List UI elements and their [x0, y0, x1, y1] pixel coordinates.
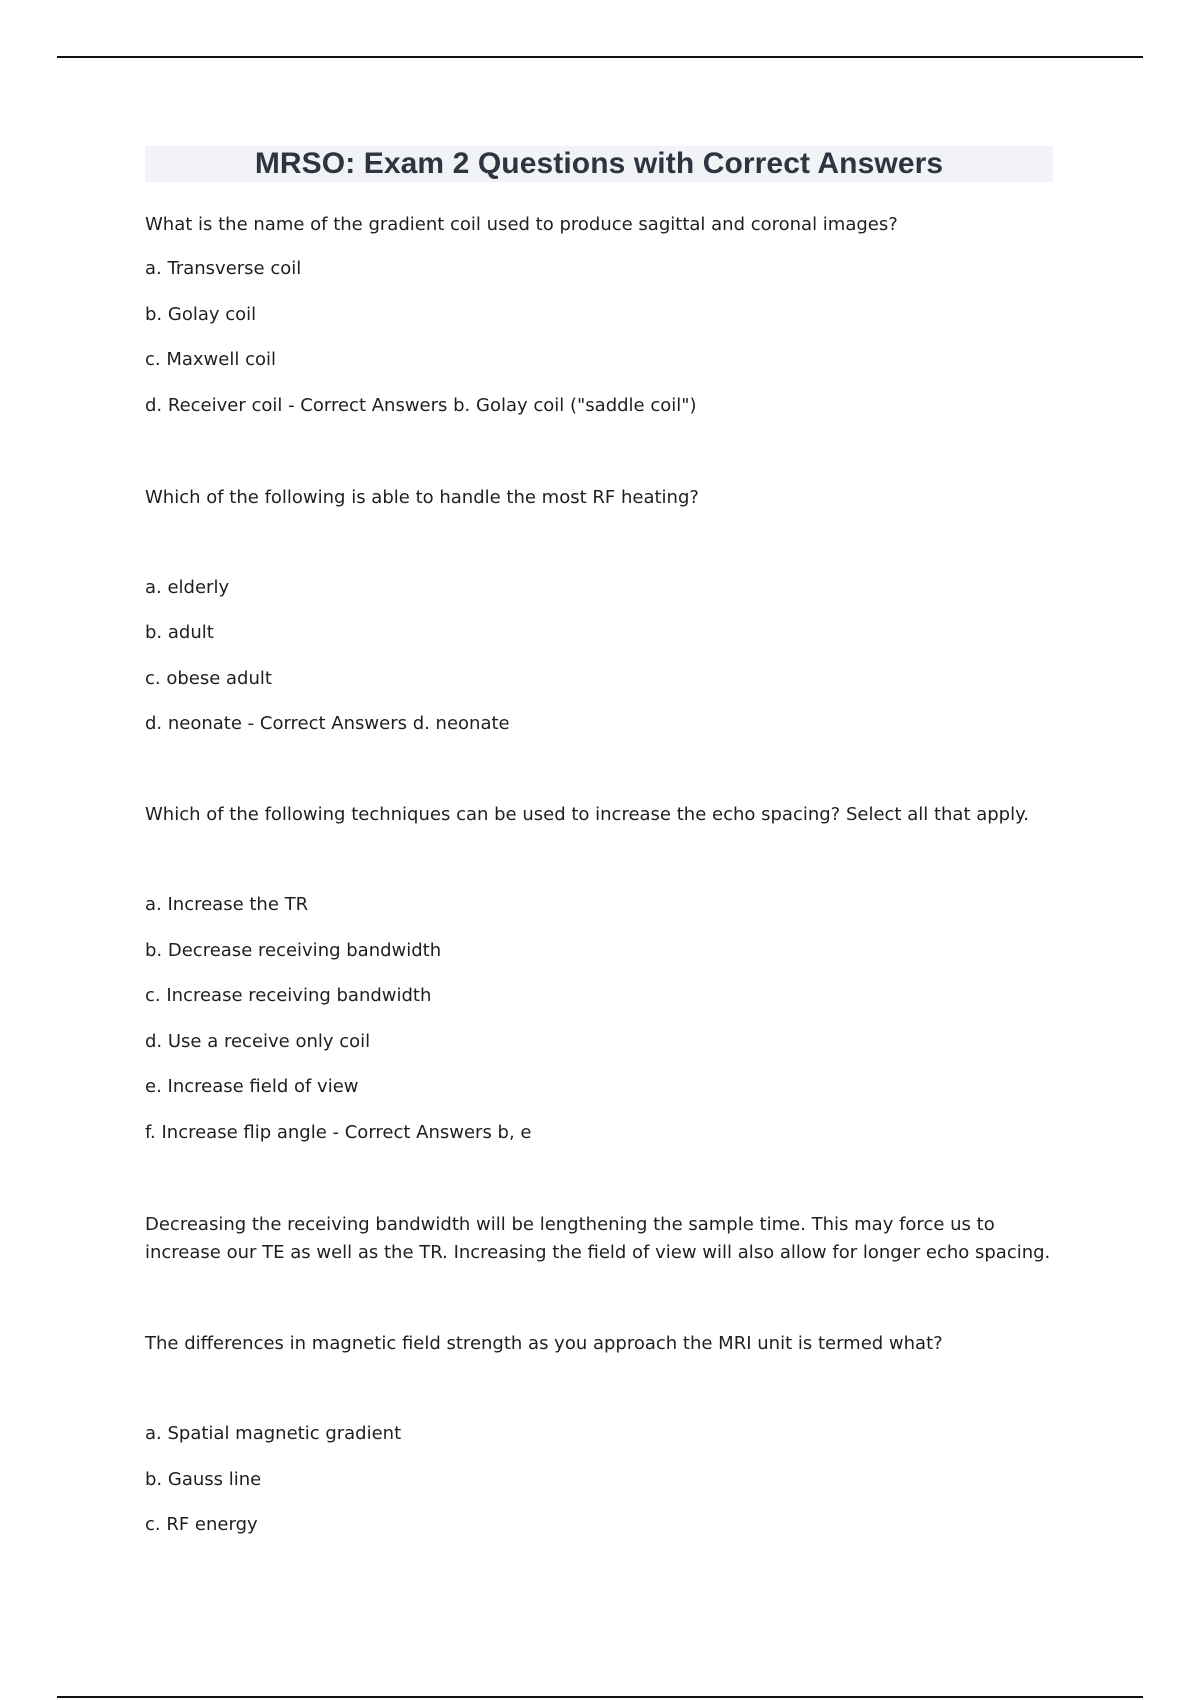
- question-2-option-a: a. elderly: [145, 577, 230, 598]
- footer-rule: [57, 1696, 1143, 1698]
- question-2-option-b: b. adult: [145, 622, 214, 643]
- question-1-option-a: a. Transverse coil: [145, 258, 302, 279]
- question-1-option-b: b. Golay coil: [145, 304, 257, 325]
- question-4-text: The differences in magnetic field strength as you approach the MRI unit is termed what?: [145, 1333, 943, 1354]
- question-4-option-a: a. Spatial magnetic gradient: [145, 1423, 402, 1444]
- title-band: [145, 146, 1053, 182]
- question-3-option-d: d. Use a receive only coil: [145, 1031, 371, 1052]
- question-2-option-c: c. obese adult: [145, 668, 272, 689]
- header-rule: [57, 56, 1143, 58]
- question-1-option-c: c. Maxwell coil: [145, 349, 276, 370]
- question-3-option-c: c. Increase receiving bandwidth: [145, 985, 432, 1006]
- question-3-option-f-answer: f. Increase flip angle - Correct Answers b, e: [145, 1122, 532, 1143]
- question-3-option-a: a. Increase the TR: [145, 894, 309, 915]
- question-3-option-b: b. Decrease receiving bandwidth: [145, 940, 442, 961]
- question-2-text: Which of the following is able to handle the most RF heating?: [145, 487, 699, 508]
- question-1-option-d-answer: d. Receiver coil - Correct Answers b. Golay coil ("saddle coil"): [145, 395, 697, 416]
- question-4-option-b: b. Gauss line: [145, 1469, 262, 1490]
- question-3-text: Which of the following techniques can be used to increase the echo spacing? Select all that apply.: [145, 804, 1029, 825]
- question-4-option-c: c. RF energy: [145, 1514, 258, 1535]
- question-2-option-d-answer: d. neonate - Correct Answers d. neonate: [145, 713, 510, 734]
- question-1-text: What is the name of the gradient coil used to produce sagittal and coronal images?: [145, 214, 898, 235]
- document-title: MRSO: Exam 2 Questions with Correct Answers: [254, 147, 944, 180]
- question-3-option-e: e. Increase field of view: [145, 1076, 359, 1097]
- question-3-explanation: Decreasing the receiving bandwidth will be lengthening the sample time. This may force us to increase our TE as well as the TR. Increasing the field of view will also allow for longer echo spacing.: [145, 1214, 1051, 1263]
